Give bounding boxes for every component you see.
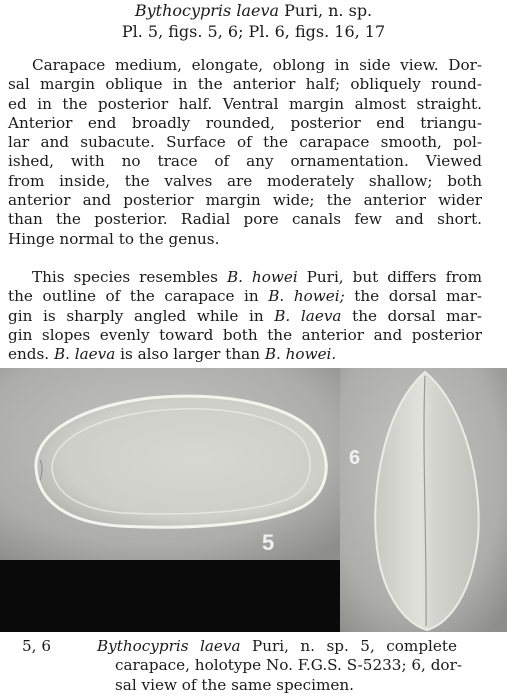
figure-label-5: 5	[262, 530, 275, 555]
carapace-side-view	[36, 396, 326, 527]
text-run: gin is sharply angled while in	[8, 306, 275, 325]
figure-plate	[0, 368, 507, 632]
description-paragraph	[8, 56, 482, 249]
text-line: sal view of the same specimen.	[115, 675, 355, 694]
text-run: This species resembles	[32, 268, 227, 286]
text-line: than the posterior. Radial pore canals few and short.	[8, 210, 482, 229]
text-line: carapace, holotype No. F.G.S. S-5233; 6, dor-	[115, 656, 462, 675]
text-run: the outline of the carapace in	[8, 287, 269, 306]
comparison-paragraph	[8, 268, 482, 364]
text-line: ished, with no trace of any ornamentation. Viewed	[8, 152, 482, 171]
species-name: Bythocypris laeva	[134, 1, 280, 20]
species-authority: Puri, n. sp.	[279, 1, 373, 20]
text-run: the dorsal mar-	[344, 287, 482, 306]
text-run: the dorsal mar-	[341, 306, 482, 325]
species-title	[0, 1, 507, 21]
text-line: from inside, the valves are moderately shallow; both	[8, 171, 482, 190]
carapace-outline	[36, 396, 326, 527]
text-run: Puri, n. sp. 5, complete	[240, 637, 457, 655]
text-line	[8, 268, 482, 287]
text-line: anterior and posterior margin wide; the anterior wider	[8, 191, 482, 210]
species-ref: B. howei.	[264, 345, 337, 364]
text-line: ed in the posterior half. Ventral margin almost straight.	[8, 94, 482, 113]
plate-reference: Pl. 5, figs. 5, 6; Pl. 6, figs. 16, 17	[121, 22, 386, 41]
species-ref: B. howei	[226, 268, 298, 286]
text-line: Carapace medium, elongate, oblong in side view. Dor-	[32, 56, 482, 74]
text-run: is also larger than	[115, 345, 265, 364]
text-line	[97, 637, 457, 656]
text-line: sal margin oblique in the anterior half; obliquely round-	[8, 75, 482, 94]
text-line	[8, 345, 482, 364]
specimen-photographs	[0, 368, 507, 632]
text-run: Puri, but differs from	[297, 268, 483, 286]
text-line: lar and subacute. Surface of the carapace smooth, pol-	[8, 133, 482, 152]
caption-text	[97, 637, 462, 695]
text-line: Hinge normal to the genus.	[8, 229, 220, 248]
text-line	[8, 287, 482, 306]
species-ref: Bythocypris laeva	[97, 637, 241, 655]
text-line: gin slopes evenly toward both the anterior and posterior	[8, 325, 482, 344]
species-ref: B. laeva	[53, 345, 116, 364]
text-run: ends.	[8, 345, 54, 364]
left-photo-gap	[0, 560, 340, 632]
caption-figure-numbers: 5, 6	[22, 637, 51, 655]
text-line: Anterior end broadly rounded, posterior end triangu-	[8, 113, 482, 132]
figure-label-6: 6	[349, 447, 361, 469]
species-ref: B. howei;	[268, 287, 345, 306]
text-line	[8, 307, 482, 326]
species-ref: B. laeva	[274, 306, 342, 325]
